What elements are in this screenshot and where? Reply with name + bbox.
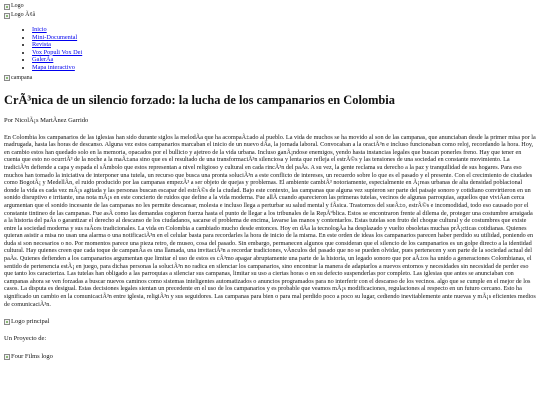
broken-image-icon bbox=[4, 75, 10, 81]
broken-image-icon bbox=[4, 319, 10, 325]
nav-item-revista bbox=[32, 41, 536, 49]
article-title: CrÃ³nica de un silencio forzado: la lucha de los campanarios en Colombia bbox=[4, 92, 395, 107]
partner-logo-alt-text: Four Films logo bbox=[11, 353, 53, 361]
nav-link-mapa[interactable]: Mapa interactivo bbox=[32, 63, 75, 71]
nav-link-inicio[interactable]: Inicio bbox=[32, 26, 47, 33]
main-logo bbox=[4, 317, 536, 326]
nav-link-mini-documental[interactable]: Mini-Documental bbox=[32, 33, 78, 41]
nav-link-galeria[interactable]: GalerÃa bbox=[32, 56, 54, 64]
nav-item-galeria bbox=[32, 56, 536, 64]
broken-image-icon bbox=[4, 354, 10, 360]
site-logo-alt-text: Logo bbox=[11, 3, 24, 9]
site-logo[interactable] bbox=[4, 2, 536, 11]
banner-alt-text: campana bbox=[11, 75, 33, 82]
project-credit-label: Un Proyecto de: bbox=[4, 335, 47, 343]
nav-item-vox-populi bbox=[32, 49, 536, 57]
broken-image-icon bbox=[4, 13, 10, 19]
main-navigation bbox=[4, 26, 536, 72]
nav-item-mini-documental bbox=[32, 34, 536, 42]
nav-link-vox-populi[interactable]: Vox Populi Vox Dei bbox=[32, 48, 83, 56]
site-logo-secondary-alt-text: Logo Ã¢â bbox=[11, 12, 36, 18]
nav-item-mapa bbox=[32, 64, 536, 72]
partner-logo bbox=[4, 352, 536, 361]
site-logo-secondary[interactable] bbox=[4, 11, 536, 20]
nav-link-revista[interactable]: Revista bbox=[32, 41, 51, 49]
banner-image bbox=[4, 74, 536, 83]
nav-item-inicio bbox=[32, 26, 536, 34]
article-byline: Por NicolÃ¡s MartÃnez Garrido bbox=[4, 116, 89, 124]
main-logo-alt-text: Logo principal bbox=[11, 318, 50, 326]
broken-image-icon bbox=[4, 4, 10, 10]
article-body: En Colombia los campanarios de las iglesias han sido durante siglos la melodÃa que ha acompaÃ±ado al pueblo. La vida de muchos se ha movido al son de las campanas, que anunciaban desde la primer misa por la madrugada, hasta las horas de descanso. Alguna vez estos campanarios marcaban el inicio de un nuevo dÃa, la jornada laboral. Convocaban a la oraciÃ³n e incluso funcionaban como reloj, recordando la hora. Hoy, en cambio estos han quedado solo en la memoria, opacados por el bullicio y ajetreo de la vida urbana. Incluso ganÃ¡ndose enemigos, yendo hasta instancias legales que buscan ponerles freno. Hay que tener en cuenta que esto no ocurriÃ³ de la noche a la maÃ±ana sino que es el resultado de una transformaciÃ³n silenciosa y lenta que refleja el estrÃ©s y las tensiones de una sociedad en constante movimiento. La tradiciÃ³n defiende a capa y espada el sÃmbolo que estos representan a nivel religioso y cultural en cada rincÃ³n del paÃs. A su vez, la gente reclama su derecho a la paz y tranquilidad de sus hogares. Para eso muchos han tomado la iniciativa de interponer una tutela, un recurso que busca una pronta soluciÃ³n a este conflicto de intereses, un recuerdo sobre lo que es el pasado y el presente. Con el crecimiento de ciudades como BogotÃ¡ y MedellÃn, el ruido producido por las campanas empezÃ³ a ser objeto de quejas y problemas. El ambiente cambiÃ³ notoriamente, especialmente en Ã¡reas urbanas de alta densidad poblacional donde la vida es cada vez mÃ¡s agitada y las personas buscan escapar del estrÃ©s de la ciudad. Bajo este contexto, las campanas que alguna vez supieron ser parte del paisaje sonoro y cotidiano convirtieron en un sonido disruptivo e irritante, una nota mÃ¡s en este concierto de ruidos que define a la vida moderna. Fue allÃ cuando aparecieron las primeras tutelas, vecinos de algunas parroquias, aquellos que viviÃan cerca argumentan que el sonido incesante de las campanas no les permite descansar, molesta e incluso llega a perturbar su salud mental y fÃsica. Trastornos del sueÃ±o, estrÃ©s e incomodidad, todo eso causado por el constante tintineo de las campanas. Fue asÃ como las demandas cogieron fuerza hasta el punto de llegar a los tribunales de la RepÃºblica. Estos se encontraron frente al dilema de, proteger una costumbre arraigada a la historia del paÃs o garantizar el derecho al descanso de los ciudadanos, sacarse el problema de encima, lavarse las manos y contentarlos. Estas tutelas son fruto del choque cultural y de costumbres que existe entre la sociedad moderna y sus raÃces tradicionales. La vida en Colombia a cambiado mucho desde entonces. Hoy en dÃa la tecnologÃa ha desplazado y vuelto obsoletas muchas prÃ¡cticas cotidianas. Quienes quieran asistir a misa no usan una alarma o una notificaciÃ³n en el celular basta para recordarles la hora de inicio de la misma. En este orden de ideas los campanarios parecen haber perdido su utilidad, poniendo en duda si son necesarios o no. Por momentos parece una pieza retro, de museo, cosa del pasado. Sin embargo, permanecen algunos que consideran que el silencio de los campanarios es un golpe directo a la identidad cultural. Hay quienes creen que cada toque de campanÃa es una llamada, una invitaciÃ³n a recordar tradiciones, vÃnculos del pasado que no se pueden olvidar, pues pertenecen y son parte de la sociedad actual del paÃs. Quienes defienden a los campanarios argumentan que limitar el uso de estos es cÃ³mo apagar abruptamente una parte de la historia, un legado sonoro que por aÃ±os ha unido a generaciones Colombianas, el sentido de pertenencia estÃ¡ en juego, para dichas personas la soluciÃ³n no radica en silenciar los campanarios, sino encontrar la manera de adaptarlos a nuevos entornos y necesidades sin necesidad de perder eso que tanto los caracteriza. Las tutelas han obligado a las parroquias a silenciar sus campanas, limitar su uso a ciertas horas o en su defecto suspenderlas por completo. Las iglesias que antes se anunciaban con campanas ahora se ven forzadas a buscar nuevos caminos como sistemas inteligentes automatizados o anuncios programados para no interferir con el descanso de los vecinos. algo que se cumple en el mejor de los casos. La disputa es desigual. Estas decisiones legales sientan un precedente en el uso de los campanarios y es probable que veamos mÃ¡s modificaciones, regulaciones al respecto en un futuro cercano. Esto ha significado un cambio en la comunicaciÃ³n entre iglesia, religiÃ³n y sus seguidores. Las campanas para bien o para mal perdido poco a poco su lugar, cediendo inevitablemente ante nuevas y mÃ¡s eficientes medios de comunicaciÃ³n. bbox=[4, 133, 536, 308]
